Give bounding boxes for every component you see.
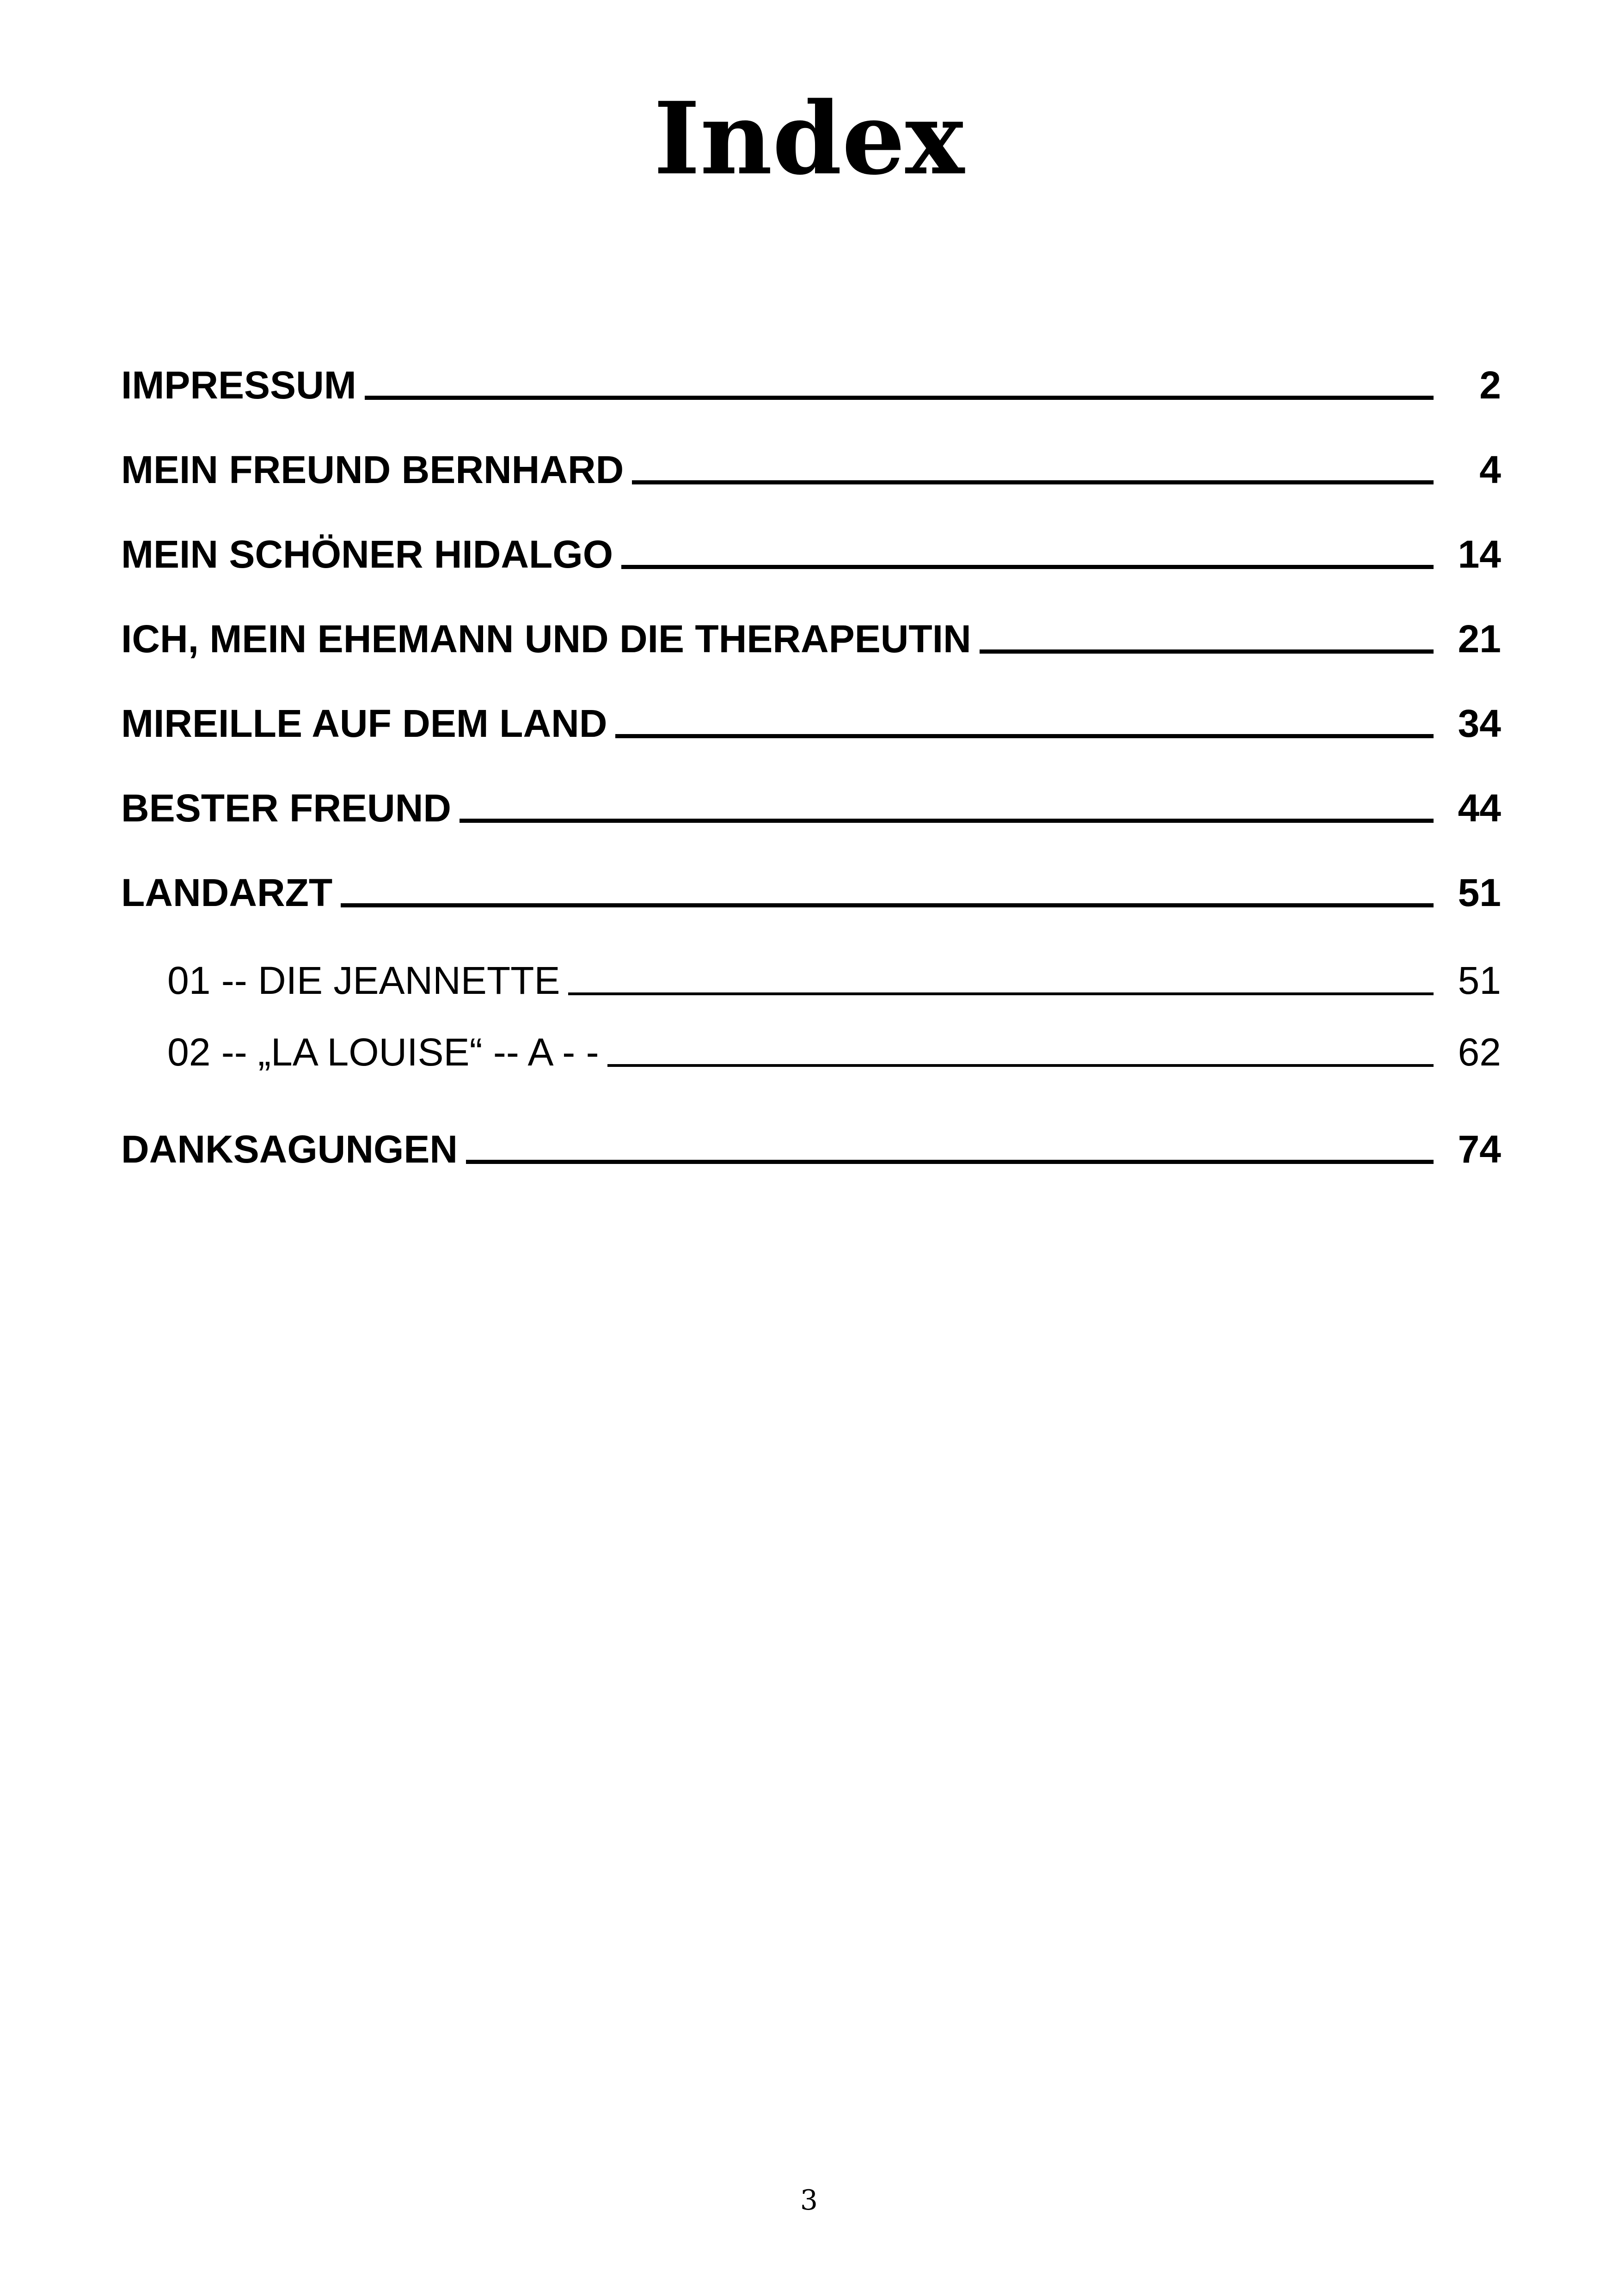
toc-entry-label: LANDARZT [121,871,333,914]
toc-entry-label: IMPRESSUM [121,363,356,407]
toc-leader-line [980,649,1434,654]
toc-leader-line [365,396,1434,400]
page-number: 3 [800,2184,818,2216]
toc-entry-page: 34 [1458,702,1501,745]
toc-entry-page: 62 [1458,1030,1501,1074]
toc-entry-page: 51 [1458,871,1501,914]
toc-entry-page: 14 [1458,533,1501,576]
toc-entry-label: 01 -- DIE JEANNETTE [167,959,560,1002]
toc-entry-landarzt[interactable] [121,831,1501,916]
toc-entry-page: 4 [1479,448,1501,491]
table-of-contents [121,324,1501,1172]
toc-entry-page: 21 [1458,617,1501,661]
toc-entry-page: 44 [1458,786,1501,830]
page-title: Index [653,80,965,197]
toc-entry-label: DANKSAGUNGEN [121,1127,458,1171]
toc-subentry-die-jeannette[interactable] [121,916,1501,1004]
toc-entry-label: ICH, MEIN EHEMANN UND DIE THERAPEUTIN [121,617,971,661]
toc-leader-line [466,1160,1434,1164]
toc-entry-ich-mein-ehemann[interactable] [121,577,1501,662]
toc-leader-line [460,819,1434,823]
toc-entry-label: BESTER FREUND [121,786,452,830]
toc-entry-label: MEIN FREUND BERNHARD [121,448,624,491]
toc-entry-label: MIREILLE AUF DEM LAND [121,702,607,745]
toc-entry-mireille-auf-dem-land[interactable] [121,662,1501,747]
toc-leader-line [632,480,1434,484]
toc-entry-label: MEIN SCHÖNER HIDALGO [121,533,613,576]
toc-entry-danksagungen[interactable] [121,1075,1501,1172]
toc-entry-mein-schoener-hidalgo[interactable] [121,493,1501,577]
toc-leader-line [607,1064,1434,1067]
toc-entry-page: 2 [1479,363,1501,407]
toc-entry-impressum[interactable] [121,324,1501,408]
toc-leader-line [615,734,1434,738]
toc-entry-mein-freund-bernhard[interactable] [121,408,1501,493]
toc-entry-page: 74 [1458,1127,1501,1171]
toc-subentry-la-louise[interactable] [121,1004,1501,1075]
toc-leader-line [341,903,1434,907]
toc-entry-bester-freund[interactable] [121,747,1501,831]
toc-leader-line [568,992,1434,995]
toc-entry-label: 02 -- „LA LOUISE“ -- A - - [167,1030,599,1074]
toc-entry-page: 51 [1458,959,1501,1002]
toc-leader-line [621,565,1434,569]
